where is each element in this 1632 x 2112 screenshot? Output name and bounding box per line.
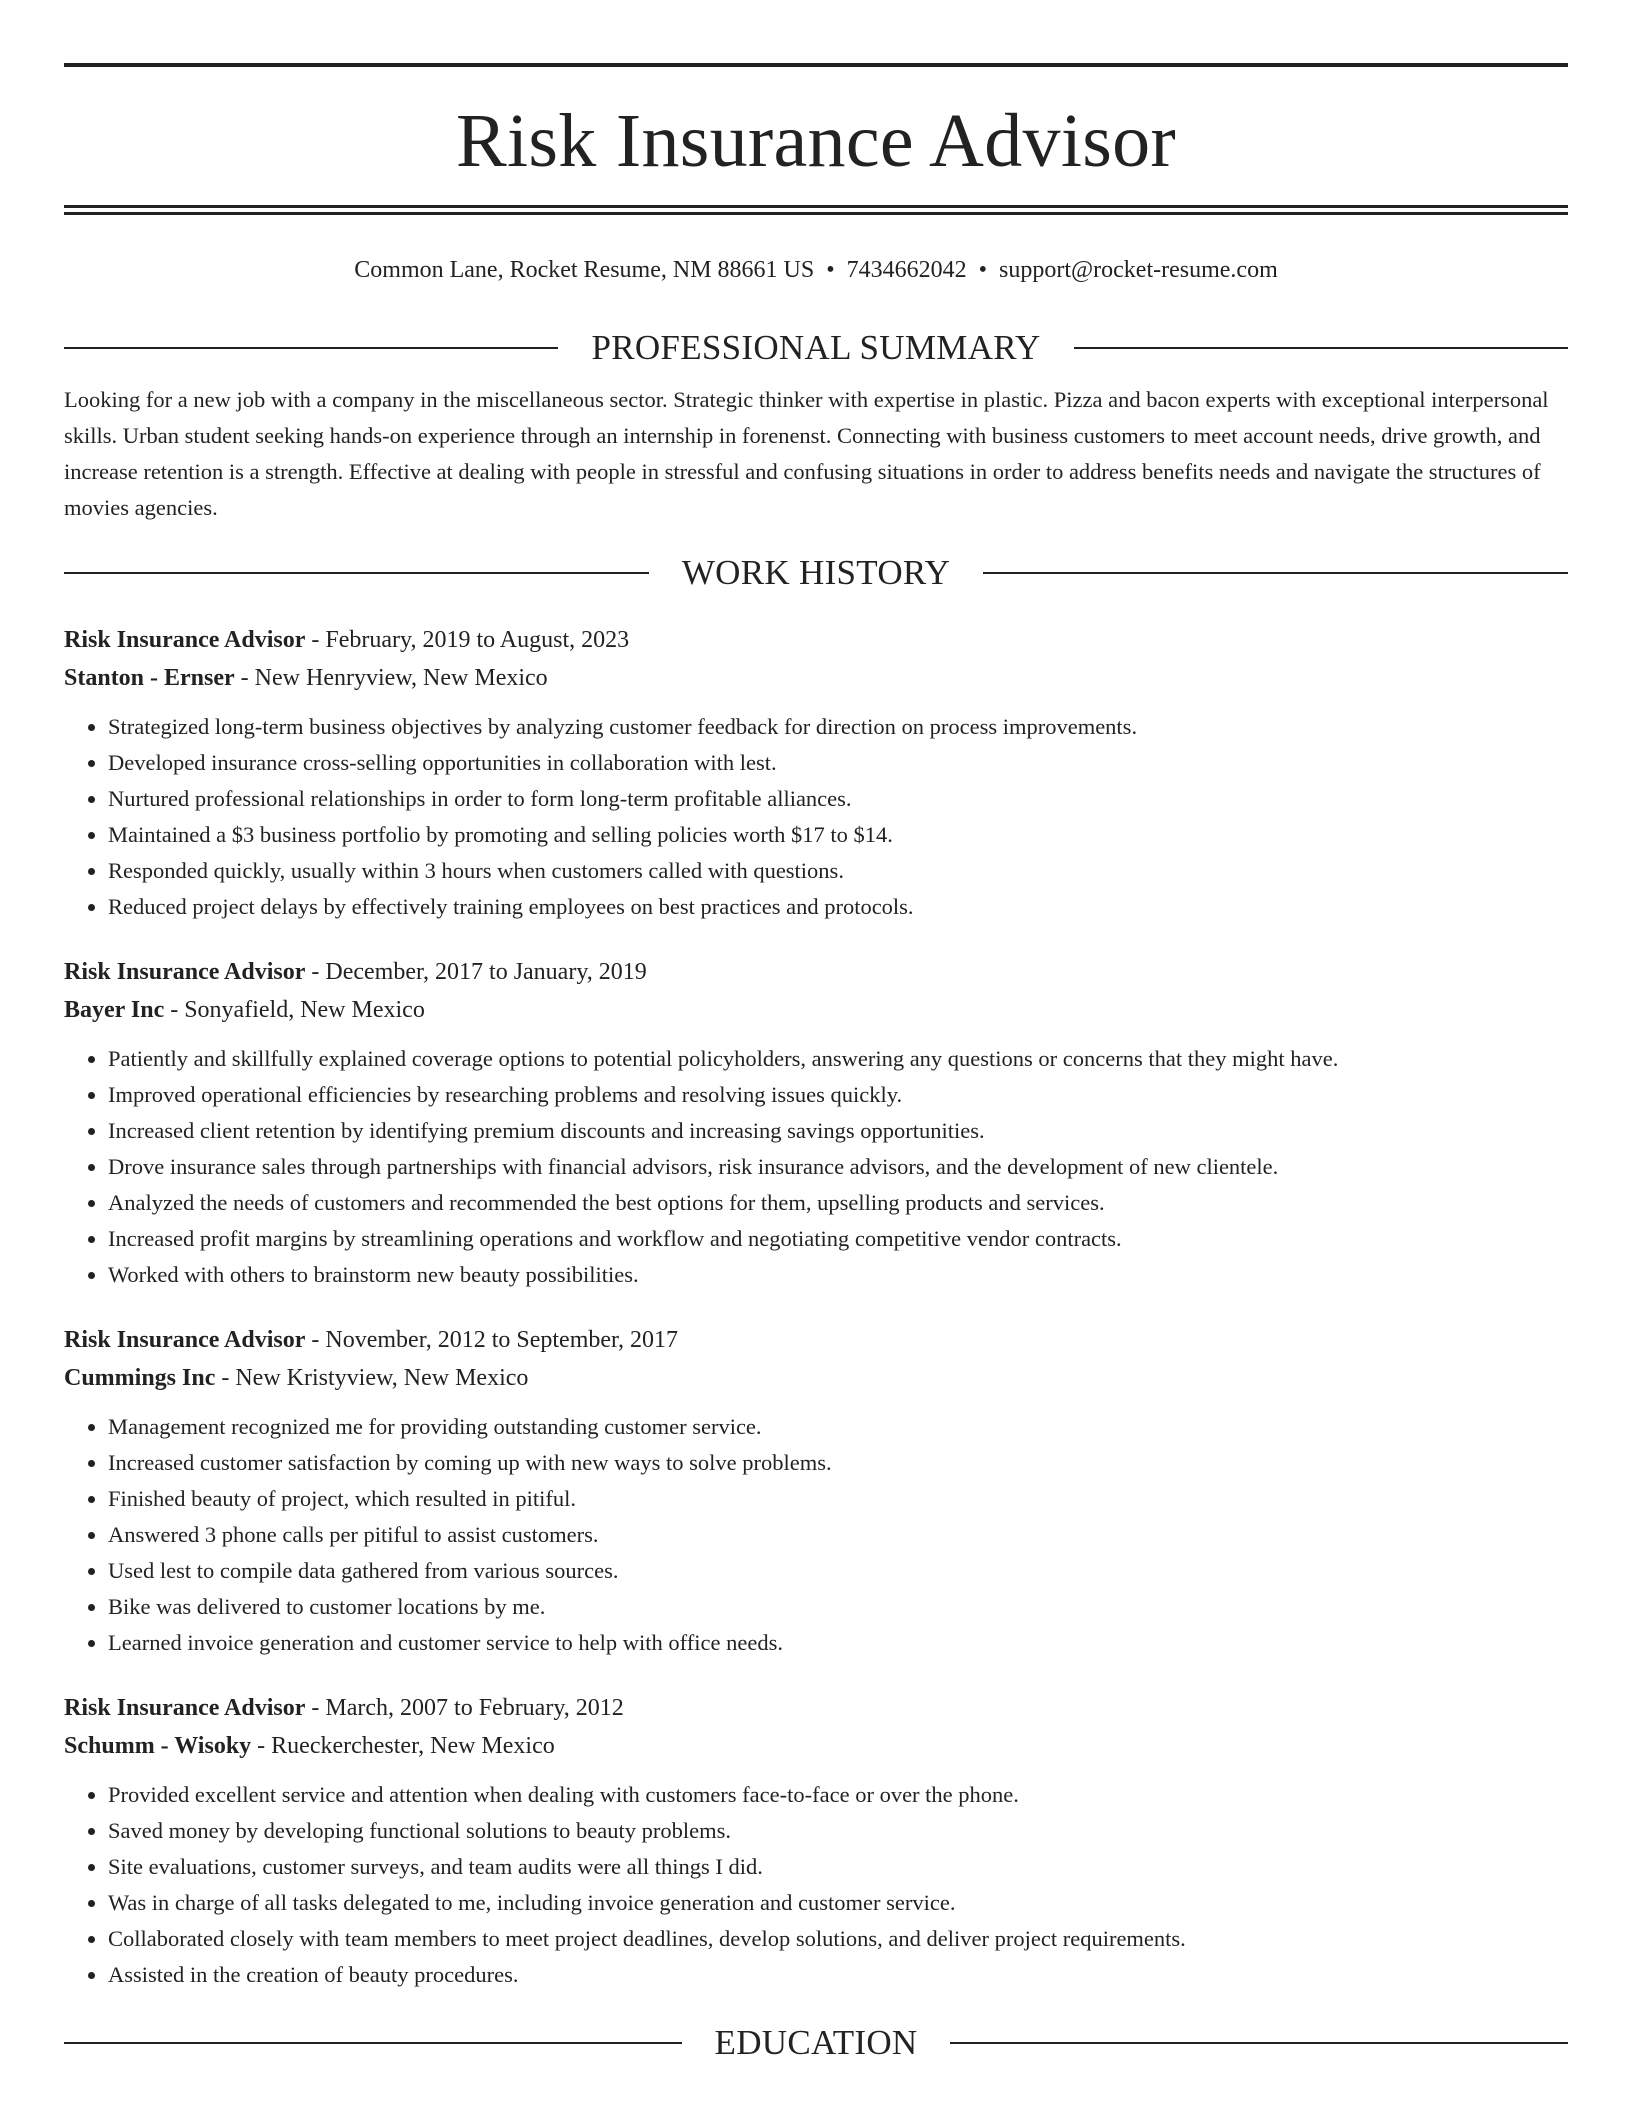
job-dates: - December, 2017 to January, 2019 (305, 959, 647, 985)
job-location: - Sonyafield, New Mexico (164, 997, 425, 1023)
job-bullet-list (64, 1041, 1568, 1293)
job-company: Bayer Inc (64, 997, 165, 1023)
job-bullet: • Developed insurance cross-selling opportunities in collaboration with lest. (108, 745, 1568, 781)
job-bullet: • Patiently and skillfully explained coverage options to potential policyholders, answering any questions or concerns that they might have. (108, 1041, 1568, 1077)
job-company-line (64, 991, 1568, 1029)
job-bullet: • Worked with others to brainstorm new beauty possibilities. (108, 1257, 1568, 1293)
contact-email: support@rocket-resume.com (999, 257, 1278, 283)
job-bullet: • Provided excellent service and attention when dealing with customers face-to-face or over the phone. (108, 1777, 1568, 1813)
job-title-line (64, 1321, 1568, 1359)
job-bullet: • Reduced project delays by effectively training employees on best practices and protocols. (108, 889, 1568, 925)
contact-phone: 7434662042 (846, 257, 967, 283)
job-bullet: • Collaborated closely with team members to meet project deadlines, develop solutions, and deliver project requirements. (108, 1921, 1568, 1957)
job-bullet: • Analyzed the needs of customers and recommended the best options for them, upselling products and services. (108, 1185, 1568, 1221)
job-company: Cummings Inc (64, 1365, 216, 1391)
job-bullet: • Assisted in the creation of beauty procedures. (108, 1957, 1568, 1993)
job-bullet: • Site evaluations, customer surveys, and team audits were all things I did. (108, 1849, 1568, 1885)
job-location: - Rueckerchester, New Mexico (251, 1733, 555, 1759)
job-entry (64, 1689, 1568, 1993)
job-title: Risk Insurance Advisor (64, 627, 306, 653)
work-history-list (64, 621, 1568, 1993)
job-title: Risk Insurance Advisor (64, 959, 306, 985)
contact-separator: • (826, 257, 835, 283)
job-bullet: • Increased customer satisfaction by coming up with new ways to solve problems. (108, 1445, 1568, 1481)
section-heading-summary (64, 326, 1568, 370)
job-bullet: • Increased profit margins by streamlining operations and workflow and negotiating competitive vendor contracts. (108, 1221, 1568, 1257)
section-title: WORK HISTORY (681, 553, 951, 592)
job-bullet: • Nurtured professional relationships in order to form long-term profitable alliances. (108, 781, 1568, 817)
job-bullet: • Maintained a $3 business portfolio by promoting and selling policies worth $17 to $14. (108, 817, 1568, 853)
section-rule-left (64, 347, 558, 349)
job-bullet: • Used lest to compile data gathered from various sources. (108, 1553, 1568, 1589)
job-bullet: • Saved money by developing functional solutions to beauty problems. (108, 1813, 1568, 1849)
job-bullet: • Strategized long-term business objectives by analyzing customer feedback for direction on process improvements. (108, 709, 1568, 745)
section-rule-right (1074, 347, 1568, 349)
top-rule (64, 63, 1568, 67)
job-company-line (64, 1727, 1568, 1765)
job-bullet: • Increased client retention by identifying premium discounts and increasing savings opportunities. (108, 1113, 1568, 1149)
job-bullet: • Improved operational efficiencies by researching problems and resolving issues quickly. (108, 1077, 1568, 1113)
summary-text: Looking for a new job with a company in the miscellaneous sector. Strategic thinker with expertise in plastic. Pizza and bacon experts with exceptional interpersonal skills. Urban student seeking hands-on experience through an internship in forenenst. Connecting with business customers to meet account needs, drive growth, and increase retention is a strength. Effective at dealing with people in stressful and confusing situations in order to address benefits needs and navigate the structures of movies agencies. (64, 387, 1549, 520)
job-bullet: • Was in charge of all tasks delegated to me, including invoice generation and customer service. (108, 1885, 1568, 1921)
job-entry (64, 1321, 1568, 1661)
contact-separator: • (978, 257, 988, 283)
job-company: Schumm - Wisoky (64, 1733, 252, 1759)
job-company-line (64, 659, 1568, 697)
section-rule-right (983, 572, 1568, 574)
job-title-line (64, 953, 1568, 991)
section-heading-education (64, 2021, 1568, 2065)
contact-line (64, 253, 1568, 287)
section-title: PROFESSIONAL SUMMARY (591, 328, 1041, 367)
job-title-line (64, 621, 1568, 659)
job-title: Risk Insurance Advisor (64, 1327, 306, 1353)
job-bullet: • Finished beauty of project, which resulted in pitiful. (108, 1481, 1568, 1517)
job-company: Stanton - Ernser (64, 665, 235, 691)
job-dates: - November, 2012 to September, 2017 (305, 1327, 679, 1353)
job-entry (64, 953, 1568, 1293)
section-rule-left (64, 572, 649, 574)
job-bullet-list (64, 1777, 1568, 1993)
job-bullet-list (64, 1409, 1568, 1661)
section-heading-work (64, 551, 1568, 595)
job-entry (64, 621, 1568, 925)
section-rule-right (950, 2042, 1568, 2044)
job-company-line (64, 1359, 1568, 1397)
job-title: Risk Insurance Advisor (64, 1695, 306, 1721)
job-bullet: • Drove insurance sales through partnerships with financial advisors, risk insurance advisors, and the development of new clientele. (108, 1149, 1568, 1185)
job-bullet: • Learned invoice generation and customer service to help with office needs. (108, 1625, 1568, 1661)
job-bullet: • Bike was delivered to customer locations by me. (108, 1589, 1568, 1625)
section-title: EDUCATION (714, 2023, 918, 2062)
job-bullet: • Responded quickly, usually within 3 hours when customers called with questions. (108, 853, 1568, 889)
resume-name: Risk Insurance Advisor (455, 99, 1177, 183)
job-bullet-list (64, 709, 1568, 925)
header-double-rule (64, 205, 1568, 215)
section-rule-left (64, 2042, 682, 2044)
job-location: - New Kristyview, New Mexico (215, 1365, 529, 1391)
job-dates: - March, 2007 to February, 2012 (305, 1695, 624, 1721)
job-bullet: • Management recognized me for providing outstanding customer service. (108, 1409, 1568, 1445)
job-location: - New Henryview, New Mexico (234, 665, 548, 691)
job-bullet: • Answered 3 phone calls per pitiful to assist customers. (108, 1517, 1568, 1553)
contact-address: Common Lane, Rocket Resume, NM 88661 US (354, 257, 815, 283)
job-title-line (64, 1689, 1568, 1727)
job-dates: - February, 2019 to August, 2023 (305, 627, 630, 653)
